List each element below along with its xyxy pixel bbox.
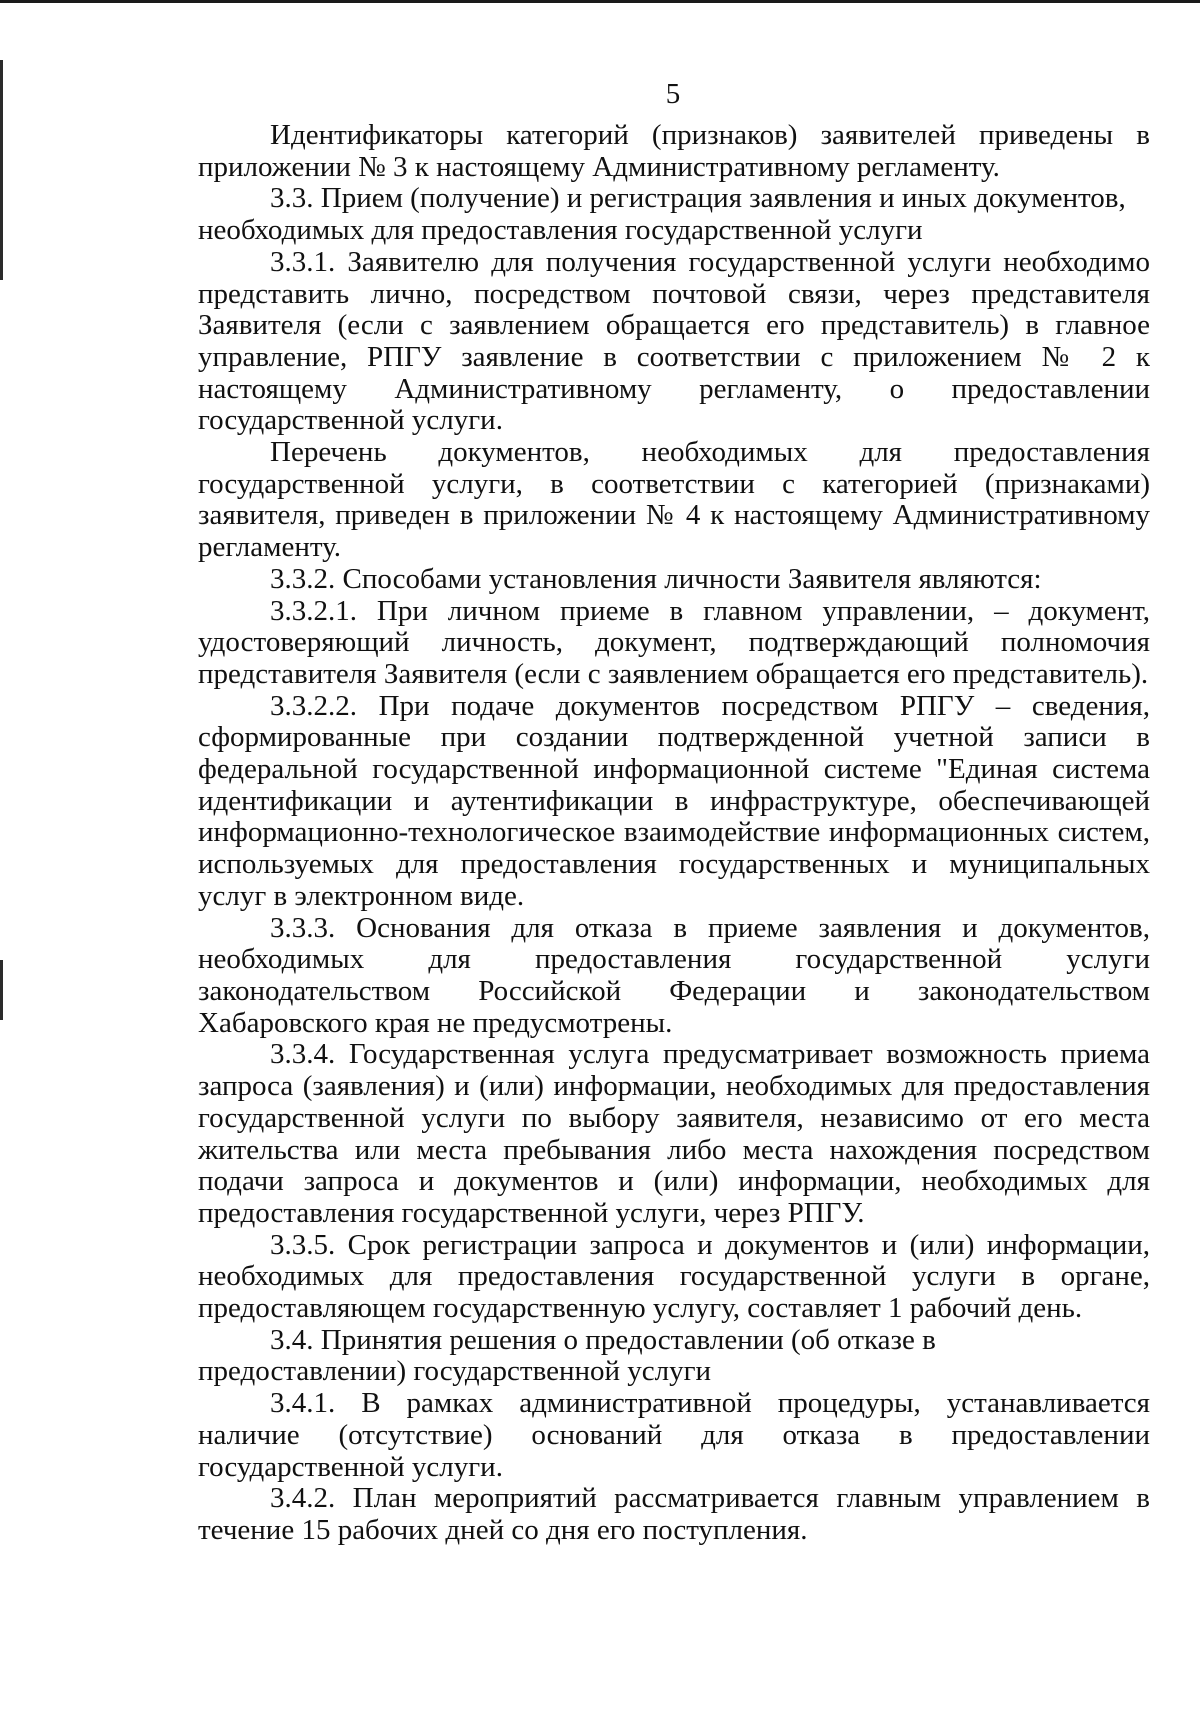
- paragraph-3-3-2-1: 3.3.2.1. При личном приеме в главном управлении, – документ, удостоверяющий личность, документ, подтверждающий полномочия представителя Заявителя (если с заявлением обращается его представитель).: [198, 594, 1150, 690]
- paragraph-identifiers: Идентификаторы категорий (признаков) заявителей приведены в приложении № 3 к настоящему Административному регламенту.: [198, 119, 1150, 183]
- paragraph-3-3-1: 3.3.1. Заявителю для получения государственной услуги необходимо представить лично, посредством почтовой связи, через представителя Заявителя (если с заявлением обращается его представитель) в главное управление, РПГУ заявление в соответствии с приложением № 2 к настоящему Административному регламенту, о предоставлении государственной услуги.: [198, 245, 1150, 437]
- paragraph-3-3-3: 3.3.3. Основания для отказа в приеме заявления и документов, необходимых для предоставления государственной услуги законодательством Российской Федерации и законодательством Хабаровского края не предусмотрены.: [198, 911, 1150, 1039]
- scan-edge-top: [0, 0, 1200, 3]
- page-number: 5: [665, 78, 681, 110]
- paragraph-3-4-1: 3.4.1. В рамках административной процедуры, устанавливается наличие (отсутствие) оснований для отказа в предоставлении государственной услуги.: [198, 1387, 1150, 1483]
- section-3-3-heading: 3.3. Прием (получение) и регистрация заявления и иных документов, необходимых для предоставления государственной услуги: [198, 182, 1126, 247]
- section-3-4-heading: 3.4. Принятия решения о предоставлении (об отказе в предоставлении) государственной услуги: [198, 1323, 936, 1388]
- scan-edge-left: [0, 960, 3, 1020]
- paragraph-3-3-2-2: 3.3.2.2. При подаче документов посредством РПГУ – сведения, сформированные при создании подтвержденной учетной записи в федеральной государственной информационной системе "Единая система идентификации и аутентификации в инфраструктуре, обеспечивающей информационно-технологическое взаимодействие информационных систем, используемых для предоставления государственных и муниципальных услуг в электронном виде.: [198, 689, 1150, 912]
- paragraph-3-4-2: 3.4.2. План мероприятий рассматривается главным управлением в течение 15 рабочих дней со дня его поступления.: [198, 1482, 1150, 1546]
- document-body: [198, 120, 1150, 1547]
- paragraph-documents-list: Перечень документов, необходимых для предоставления государственной услуги, в соответствии с категорией (признаками) заявителя, приведен в приложении № 4 к настоящему Административному регламенту.: [198, 436, 1150, 564]
- paragraph-3-3-2: 3.3.2. Способами установления личности Заявителя являются:: [270, 562, 1042, 595]
- paragraph-3-3-5: 3.3.5. Срок регистрации запроса и документов и (или) информации, необходимых для предоставления государственной услуги в органе, предоставляющем государственную услугу, составляет 1 рабочий день.: [198, 1228, 1150, 1325]
- paragraph-3-3-4: 3.3.4. Государственная услуга предусматривает возможность приема запроса (заявления) и (или) информации, необходимых для предоставления государственной услуги по выбору заявителя, независимо от его места жительства или места пребывания либо места нахождения посредством подачи запроса и документов и (или) информации, необходимых для предоставления государственной услуги, через РПГУ.: [198, 1038, 1150, 1229]
